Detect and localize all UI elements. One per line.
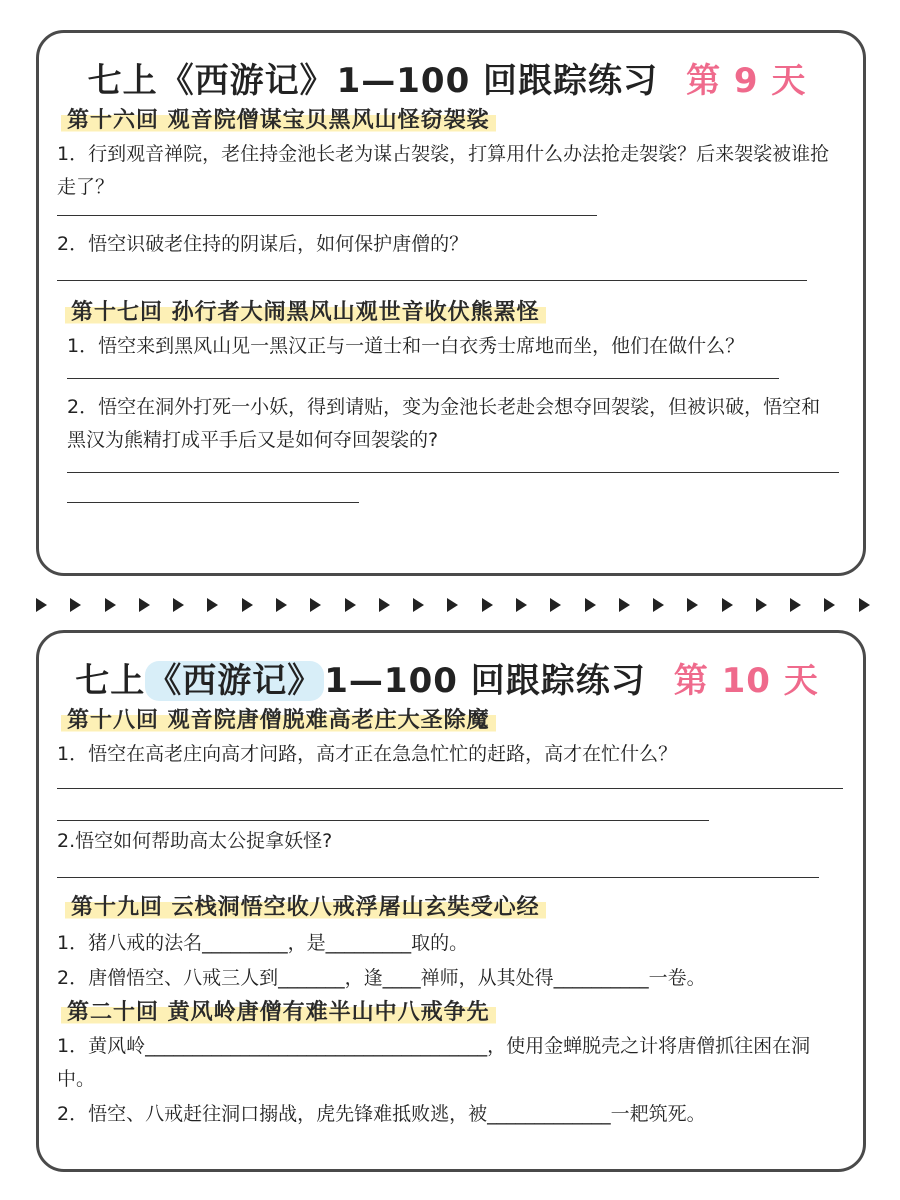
chevron-right-icon [619,598,630,612]
chevron-right-icon [413,598,424,612]
answer-line[interactable] [57,819,709,821]
chapter-17-heading: 第十七回 孙行者大闹黑风山观世音收伏熊罴怪 [65,295,546,326]
chevron-right-icon [722,598,733,612]
chevron-right-icon [550,598,561,612]
chapter-20-heading: 第二十回 黄风岭唐僧有难半山中八戒争先 [61,995,496,1026]
title-prefix: 七上 [87,61,158,101]
chevron-right-icon [276,598,287,612]
answer-line[interactable] [67,501,359,503]
day9-title [57,33,837,101]
chevron-right-icon [824,598,835,612]
answer-line[interactable] [57,279,807,281]
chapter-16-heading: 第十六回 观音院僧谋宝贝黑风山怪窃袈裟 [61,103,496,134]
day10-day-label: 第 10 天 [673,661,819,701]
answer-line[interactable] [67,471,839,473]
answer-line[interactable] [57,876,819,878]
title-prefix: 七上 [75,661,146,701]
ch20-question-2: 2．悟空、八戒赶往洞口搦战，虎先锋难抵败逃，被_____________一耙筑死。 [57,1103,706,1125]
chevron-right-icon [139,598,150,612]
ch18-question-1: 1．悟空在高老庄向高才问路，高才正在急急忙忙的赶路，高才在忙什么？ [57,743,678,765]
answer-line[interactable] [57,214,597,216]
ch16-question-1: 1．行到观音禅院，老住持金池长老为谋占袈裟，打算用什么办法抢走袈裟？后来袈裟被谁抢走了？ [57,143,830,198]
chevron-right-icon [379,598,390,612]
title-suffix: 1—100 回跟踪练习 [324,661,646,701]
chevron-right-icon [310,598,321,612]
chevron-right-icon [653,598,664,612]
chevron-right-icon [585,598,596,612]
chevron-right-icon [36,598,47,612]
chevron-right-icon [173,598,184,612]
day10-title-main [75,653,645,702]
title-book: 《西游记》 [159,61,335,101]
day9-day-label: 第 9 天 [686,61,807,101]
chevron-right-icon [790,598,801,612]
chevron-right-icon [70,598,81,612]
day9-title-main [88,53,658,102]
ch19-question-2: 2．唐僧悟空、八戒三人到_______，逢____禅师，从其处得__________一卷。 [57,967,706,989]
chevron-right-icon [447,598,458,612]
day10-title [57,633,837,701]
chapter-19-heading: 第十九回 云栈洞悟空收八戒浮屠山玄奘受心经 [65,890,546,921]
day10-card [36,630,866,1172]
chevron-right-icon [345,598,356,612]
chevron-right-icon [242,598,253,612]
chapter-18-heading: 第十八回 观音院唐僧脱难高老庄大圣除魔 [61,703,496,734]
chevron-right-icon [207,598,218,612]
answer-line[interactable] [57,787,843,789]
ch18-question-2: 2.悟空如何帮助高太公捉拿妖怪? [57,830,333,852]
ch17-question-2: 2．悟空在洞外打死一小妖，得到请贴，变为金池长老赴会想夺回袈裟，但被识破，悟空和黑汉为熊精打成平手后又是如何夺回袈裟的? [67,396,821,451]
chevron-right-icon [105,598,116,612]
ch17-question-1: 1．悟空来到黑风山见一黑汉正与一道士和一白衣秀士席地而坐，他们在做什么？ [67,335,745,357]
ch19-question-1: 1．猪八戒的法名_________，是_________取的。 [57,932,469,954]
ch20-question-1: 1．黄风岭____________________________________，使用金蝉脱壳之计将唐僧抓往困在洞中。 [57,1035,811,1090]
chevron-right-icon [482,598,493,612]
title-suffix: 1—100 回跟踪练习 [336,61,659,101]
chevron-right-icon [516,598,527,612]
chevron-right-icon [859,598,870,612]
separator-arrows [36,594,870,616]
ch16-question-2: 2．悟空识破老住持的阴谋后，如何保护唐僧的？ [57,233,469,255]
chevron-right-icon [756,598,767,612]
answer-line[interactable] [67,377,779,379]
chevron-right-icon [687,598,698,612]
title-book: 《西游记》 [147,661,323,701]
day9-card [36,30,866,576]
